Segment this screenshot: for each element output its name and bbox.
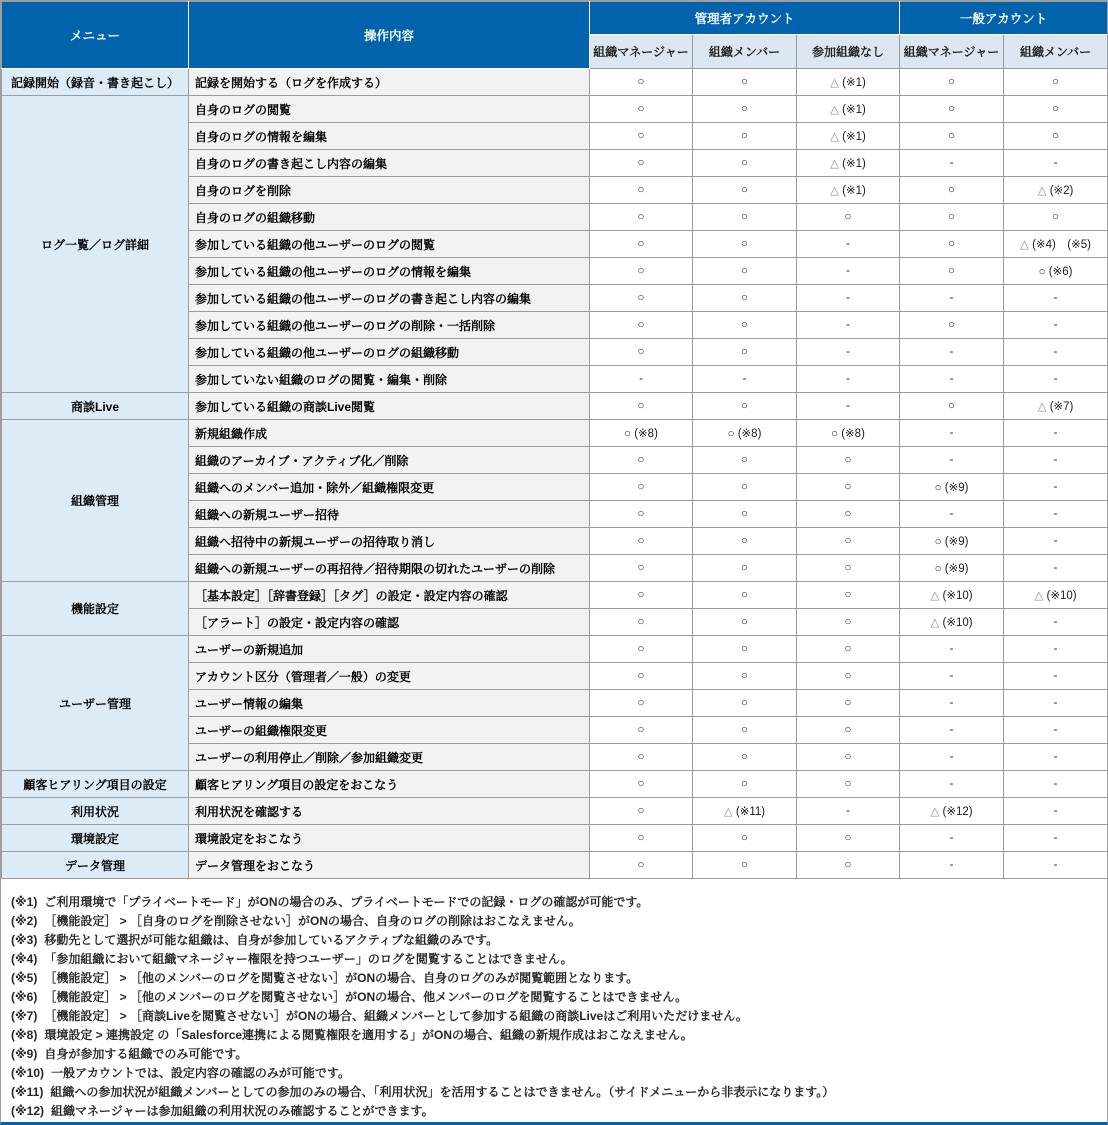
value-cell: ○ (※6) <box>1004 258 1108 285</box>
value-cell: ○ <box>693 771 797 798</box>
value-cell: ○ <box>900 123 1004 150</box>
value-cell: - <box>1004 366 1108 393</box>
value-cell: ○ <box>797 852 900 879</box>
value-cell: ○ <box>590 609 693 636</box>
permissions-table <box>1 1 1108 879</box>
value-cell: ○ <box>900 231 1004 258</box>
value-cell: ○ <box>797 528 900 555</box>
menu-group-cell: 環境設定 <box>2 825 189 852</box>
operation-cell: データ管理をおこなう <box>189 852 590 879</box>
value-cell: ○ <box>590 231 693 258</box>
value-cell: - <box>1004 798 1108 825</box>
operation-cell: 参加していない組織のログの閲覧・編集・削除 <box>189 366 590 393</box>
value-cell: - <box>900 366 1004 393</box>
footnote-line <box>11 893 1099 912</box>
footnote-line <box>11 950 1099 969</box>
footnote-text: 移動先として選択が可能な組織は、自身が参加しているアクティブな組織のみです。 <box>44 933 499 947</box>
value-cell: ○ <box>590 771 693 798</box>
operation-cell: 自身のログの組織移動 <box>189 204 590 231</box>
value-cell: ○ <box>590 582 693 609</box>
value-cell: ○ <box>900 96 1004 123</box>
value-cell: △ (※1) <box>797 177 900 204</box>
value-cell: ○ <box>590 636 693 663</box>
value-cell: ○ <box>693 177 797 204</box>
value-cell: ○ <box>590 96 693 123</box>
value-cell: ○ <box>1004 123 1108 150</box>
menu-group-cell: 機能設定 <box>2 582 189 636</box>
value-cell: ○ <box>1004 69 1108 96</box>
value-cell: △ (※10) <box>900 582 1004 609</box>
value-cell: ○ <box>590 69 693 96</box>
value-cell: ○ <box>693 150 797 177</box>
value-cell: ○ <box>590 285 693 312</box>
value-cell: - <box>900 636 1004 663</box>
operation-cell: ユーザーの新規追加 <box>189 636 590 663</box>
value-cell: ○ <box>590 798 693 825</box>
triangle-symbol: △ <box>1034 590 1044 602</box>
footnote-line <box>11 1102 1099 1121</box>
value-cell: ○ <box>1004 96 1108 123</box>
value-cell: - <box>1004 852 1108 879</box>
footnote-line <box>11 1083 1099 1102</box>
value-cell: ○ <box>900 177 1004 204</box>
footnote-marker: (※8) <box>11 1028 38 1042</box>
value-cell: ○ <box>797 636 900 663</box>
value-cell: ○ <box>693 825 797 852</box>
value-cell: - <box>797 285 900 312</box>
value-cell: - <box>900 744 1004 771</box>
triangle-symbol: △ <box>830 77 839 89</box>
value-cell: - <box>900 852 1004 879</box>
footnote-text: ［機能設定］ > ［他のメンバーのログを閲覧させない］がONの場合、他メンバーのログを閲覧することはできません。 <box>44 990 688 1004</box>
footnote-text: 一般アカウントでは、設定内容の確認のみが可能です。 <box>51 1066 350 1080</box>
value-cell: ○ <box>590 555 693 582</box>
menu-group-cell: 顧客ヒアリング項目の設定 <box>2 771 189 798</box>
value-cell: - <box>1004 150 1108 177</box>
table-row <box>2 69 1108 96</box>
value-cell: ○ <box>797 744 900 771</box>
operation-cell: 参加している組織の他ユーザーのログの書き起こし内容の編集 <box>189 285 590 312</box>
value-cell: - <box>1004 690 1108 717</box>
value-cell: ○ <box>590 177 693 204</box>
footnote-line <box>11 1064 1099 1083</box>
value-cell: ○ <box>693 258 797 285</box>
value-cell: - <box>900 717 1004 744</box>
footnote-text: ［機能設定］ > ［商談Liveを閲覧させない］がONの場合、組織メンバーとして参加する組織の商談Liveはご利用いただけません。 <box>44 1009 748 1023</box>
footnote-text: 環境設定 > 連携設定 の「Salesforce連携による閲覧権限を適用する」がONの場合、組織の新規作成はおこなえません。 <box>44 1028 693 1042</box>
operation-cell: ユーザーの利用停止／削除／参加組織変更 <box>189 744 590 771</box>
value-cell: ○ <box>900 204 1004 231</box>
value-cell: ○ <box>590 852 693 879</box>
triangle-symbol: △ <box>830 185 839 197</box>
footnote-text: 組織への参加状況が組織メンバーとしての参加のみの場合、「利用状況」を活用することはできません。（サイドメニューから非表示になります。） <box>50 1085 835 1099</box>
header-general-account-group: 一般アカウント <box>900 2 1108 35</box>
value-cell: ○ <box>590 339 693 366</box>
table-row <box>2 582 1108 609</box>
triangle-symbol: △ <box>930 590 940 602</box>
triangle-symbol: △ <box>930 806 940 818</box>
value-cell: ○ <box>590 744 693 771</box>
value-cell: ○ <box>797 663 900 690</box>
operation-cell: 参加している組織の他ユーザーのログの削除・一括削除 <box>189 312 590 339</box>
value-cell: ○ <box>590 258 693 285</box>
footnote-marker: (※6) <box>11 990 38 1004</box>
triangle-symbol: △ <box>1037 185 1047 197</box>
operation-cell: 自身のログを削除 <box>189 177 590 204</box>
value-cell: △ (※11) <box>693 798 797 825</box>
footnote-line <box>11 931 1099 950</box>
value-cell: ○ <box>590 825 693 852</box>
value-cell: ○ <box>590 474 693 501</box>
value-cell: △ (※1) <box>797 96 900 123</box>
operation-cell: ユーザーの組織権限変更 <box>189 717 590 744</box>
footnote-line <box>11 1045 1099 1064</box>
footnote-marker: (※1) <box>11 895 38 909</box>
value-cell: ○ <box>590 717 693 744</box>
value-cell: △ (※1) <box>797 150 900 177</box>
table-row <box>2 852 1108 879</box>
value-cell: ○ <box>797 825 900 852</box>
subheader-admin-org-member: 組織メンバー <box>693 35 797 69</box>
footnote-text: 自身が参加する組織でのみ可能です。 <box>44 1047 248 1061</box>
footnote-line <box>11 988 1099 1007</box>
value-cell: - <box>900 663 1004 690</box>
value-cell: ○ <box>590 690 693 717</box>
operation-cell: 組織へのメンバー追加・除外／組織権限変更 <box>189 474 590 501</box>
triangle-symbol: △ <box>830 104 839 116</box>
footnote-marker: (※7) <box>11 1009 38 1023</box>
menu-group-cell: 利用状況 <box>2 798 189 825</box>
value-cell: ○ <box>797 501 900 528</box>
footnote-marker: (※3) <box>11 933 38 947</box>
value-cell: - <box>797 258 900 285</box>
value-cell: - <box>693 366 797 393</box>
value-cell: ○ <box>693 717 797 744</box>
value-cell: △ (※1) <box>797 69 900 96</box>
operation-cell: 組織への新規ユーザーの再招待／招待期限の切れたユーザーの削除 <box>189 555 590 582</box>
operation-cell: ［アラート］の設定・設定内容の確認 <box>189 609 590 636</box>
value-cell: △ (※7) <box>1004 393 1108 420</box>
value-cell: ○ <box>693 474 797 501</box>
triangle-symbol: △ <box>930 617 940 629</box>
value-cell: ○ <box>797 717 900 744</box>
operation-cell: ［基本設定］［辞書登録］［タグ］の設定・設定内容の確認 <box>189 582 590 609</box>
footnotes-section <box>1 879 1107 1121</box>
footnote-text: ［機能設定］ > ［他のメンバーのログを閲覧させない］がONの場合、自身のログのみが閲覧範囲となります。 <box>44 971 639 985</box>
value-cell: △ (※2) <box>1004 177 1108 204</box>
table-row <box>2 420 1108 447</box>
table-row <box>2 798 1108 825</box>
value-cell: - <box>1004 528 1108 555</box>
footnote-text: 「参加組織において組織マネージャー権限を持つユーザー」のログを閲覧することはできません。 <box>44 952 573 966</box>
value-cell: ○ <box>797 555 900 582</box>
footnote-line <box>11 969 1099 988</box>
operation-cell: 組織のアーカイブ・アクティブ化／削除 <box>189 447 590 474</box>
value-cell: - <box>900 690 1004 717</box>
operation-cell: アカウント区分（管理者／一般）の変更 <box>189 663 590 690</box>
triangle-symbol: △ <box>1020 239 1029 251</box>
operation-cell: 自身のログの閲覧 <box>189 96 590 123</box>
value-cell: - <box>900 447 1004 474</box>
footnote-marker: (※4) <box>11 952 38 966</box>
value-cell: - <box>1004 447 1108 474</box>
value-cell: - <box>1004 717 1108 744</box>
operation-cell: 自身のログの情報を編集 <box>189 123 590 150</box>
operation-cell: 顧客ヒアリング項目の設定をおこなう <box>189 771 590 798</box>
value-cell: - <box>1004 663 1108 690</box>
value-cell: - <box>1004 501 1108 528</box>
header-menu: メニュー <box>2 2 189 69</box>
triangle-symbol: △ <box>830 131 839 143</box>
value-cell: ○ <box>693 447 797 474</box>
value-cell: ○ <box>693 555 797 582</box>
value-cell: - <box>900 501 1004 528</box>
subheader-general-org-manager: 組織マネージャー <box>900 35 1004 69</box>
menu-group-cell: 記録開始（録音・書き起こし） <box>2 69 189 96</box>
value-cell: △ (※12) <box>900 798 1004 825</box>
value-cell: ○ <box>797 690 900 717</box>
value-cell: ○ <box>693 528 797 555</box>
value-cell: - <box>797 339 900 366</box>
value-cell: ○ (※9) <box>900 555 1004 582</box>
table-row <box>2 636 1108 663</box>
triangle-symbol: △ <box>723 806 733 818</box>
footnote-text: ［機能設定］ > ［自身のログを削除させない］がONの場合、自身のログの削除はおこなえません。 <box>44 914 581 928</box>
value-cell: ○ <box>797 609 900 636</box>
footnote-marker: (※12) <box>11 1104 45 1118</box>
operation-cell: 組織へ招待中の新規ユーザーの招待取り消し <box>189 528 590 555</box>
menu-group-cell: ユーザー管理 <box>2 636 189 771</box>
table-row <box>2 825 1108 852</box>
value-cell: ○ <box>797 771 900 798</box>
value-cell: ○ <box>693 69 797 96</box>
value-cell: ○ <box>590 663 693 690</box>
menu-group-cell: 商談Live <box>2 393 189 420</box>
value-cell: ○ <box>590 393 693 420</box>
value-cell: - <box>1004 744 1108 771</box>
table-row <box>2 393 1108 420</box>
value-cell: - <box>1004 771 1108 798</box>
operation-cell: 参加している組織の他ユーザーのログの組織移動 <box>189 339 590 366</box>
operation-cell: 利用状況を確認する <box>189 798 590 825</box>
value-cell: ○ <box>693 96 797 123</box>
table-row <box>2 771 1108 798</box>
value-cell: - <box>900 285 1004 312</box>
footnote-line <box>11 912 1099 931</box>
value-cell: ○ <box>693 852 797 879</box>
subheader-admin-no-org: 参加組織なし <box>797 35 900 69</box>
operation-cell: 組織への新規ユーザー招待 <box>189 501 590 528</box>
value-cell: ○ <box>693 285 797 312</box>
value-cell: △ (※10) <box>900 609 1004 636</box>
value-cell: ○ <box>693 231 797 258</box>
footnote-marker: (※2) <box>11 914 38 928</box>
value-cell: ○ <box>590 528 693 555</box>
value-cell: ○ <box>693 123 797 150</box>
value-cell: - <box>1004 285 1108 312</box>
value-cell: ○ <box>693 501 797 528</box>
value-cell: - <box>900 771 1004 798</box>
menu-group-cell: ログ一覧／ログ詳細 <box>2 96 189 393</box>
value-cell: ○ <box>590 123 693 150</box>
value-cell: ○ <box>1004 204 1108 231</box>
value-cell: △ (※10) <box>1004 582 1108 609</box>
header-operation: 操作内容 <box>189 2 590 69</box>
value-cell: ○ <box>900 393 1004 420</box>
value-cell: ○ (※9) <box>900 474 1004 501</box>
value-cell: - <box>1004 825 1108 852</box>
value-cell: ○ <box>693 636 797 663</box>
value-cell: ○ <box>693 204 797 231</box>
value-cell: △ (※1) <box>797 123 900 150</box>
value-cell: ○ <box>590 312 693 339</box>
value-cell: ○ <box>693 312 797 339</box>
value-cell: ○ <box>693 582 797 609</box>
value-cell: ○ <box>590 204 693 231</box>
footnote-marker: (※10) <box>11 1066 45 1080</box>
value-cell: ○ <box>797 474 900 501</box>
triangle-symbol: △ <box>830 158 839 170</box>
operation-cell: 環境設定をおこなう <box>189 825 590 852</box>
value-cell: ○ <box>900 258 1004 285</box>
value-cell: ○ <box>693 339 797 366</box>
value-cell: ○ <box>900 69 1004 96</box>
value-cell: ○ <box>693 744 797 771</box>
value-cell: △ (※4) (※5) <box>1004 231 1108 258</box>
value-cell: - <box>1004 474 1108 501</box>
table-row <box>2 96 1108 123</box>
operation-cell: 参加している組織の他ユーザーのログの閲覧 <box>189 231 590 258</box>
value-cell: - <box>797 231 900 258</box>
value-cell: ○ <box>693 690 797 717</box>
footnote-line <box>11 1007 1099 1026</box>
value-cell: - <box>1004 312 1108 339</box>
subheader-admin-org-manager: 組織マネージャー <box>590 35 693 69</box>
value-cell: - <box>1004 420 1108 447</box>
operation-cell: ユーザー情報の編集 <box>189 690 590 717</box>
value-cell: ○ <box>693 663 797 690</box>
header-admin-account-group: 管理者アカウント <box>590 2 900 35</box>
value-cell: ○ <box>900 312 1004 339</box>
value-cell: - <box>590 366 693 393</box>
operation-cell: 自身のログの書き起こし内容の編集 <box>189 150 590 177</box>
value-cell: - <box>900 420 1004 447</box>
value-cell: - <box>797 393 900 420</box>
value-cell: - <box>797 798 900 825</box>
value-cell: ○ <box>797 582 900 609</box>
value-cell: ○ <box>797 204 900 231</box>
triangle-symbol: △ <box>1037 401 1047 413</box>
footnote-text: 組織マネージャーは参加組織の利用状況のみ確認することができます。 <box>51 1104 434 1118</box>
footnote-text: ご利用環境で「プライベートモード」がONの場合のみ、プライベートモードでの記録・ログの確認が可能です。 <box>44 895 649 909</box>
value-cell: ○ (※8) <box>797 420 900 447</box>
value-cell: ○ (※9) <box>900 528 1004 555</box>
value-cell: - <box>1004 339 1108 366</box>
operation-cell: 新規組織作成 <box>189 420 590 447</box>
operation-cell: 参加している組織の他ユーザーのログの情報を編集 <box>189 258 590 285</box>
value-cell: - <box>1004 609 1108 636</box>
value-cell: ○ <box>693 393 797 420</box>
value-cell: - <box>900 150 1004 177</box>
footnote-marker: (※9) <box>11 1047 38 1061</box>
value-cell: - <box>900 825 1004 852</box>
menu-group-cell: 組織管理 <box>2 420 189 582</box>
value-cell: - <box>1004 636 1108 663</box>
footnote-marker: (※5) <box>11 971 38 985</box>
value-cell: - <box>900 339 1004 366</box>
footnote-marker: (※11) <box>11 1085 44 1099</box>
operation-cell: 記録を開始する（ログを作成する） <box>189 69 590 96</box>
value-cell: ○ <box>590 501 693 528</box>
subheader-general-org-member: 組織メンバー <box>1004 35 1108 69</box>
value-cell: ○ <box>693 609 797 636</box>
value-cell: - <box>1004 555 1108 582</box>
menu-group-cell: データ管理 <box>2 852 189 879</box>
value-cell: ○ (※8) <box>693 420 797 447</box>
value-cell: - <box>797 366 900 393</box>
value-cell: ○ <box>590 447 693 474</box>
value-cell: - <box>797 312 900 339</box>
operation-cell: 参加している組織の商談Live閲覧 <box>189 393 590 420</box>
value-cell: ○ <box>590 150 693 177</box>
value-cell: ○ (※8) <box>590 420 693 447</box>
footnote-line <box>11 1026 1099 1045</box>
value-cell: ○ <box>797 447 900 474</box>
